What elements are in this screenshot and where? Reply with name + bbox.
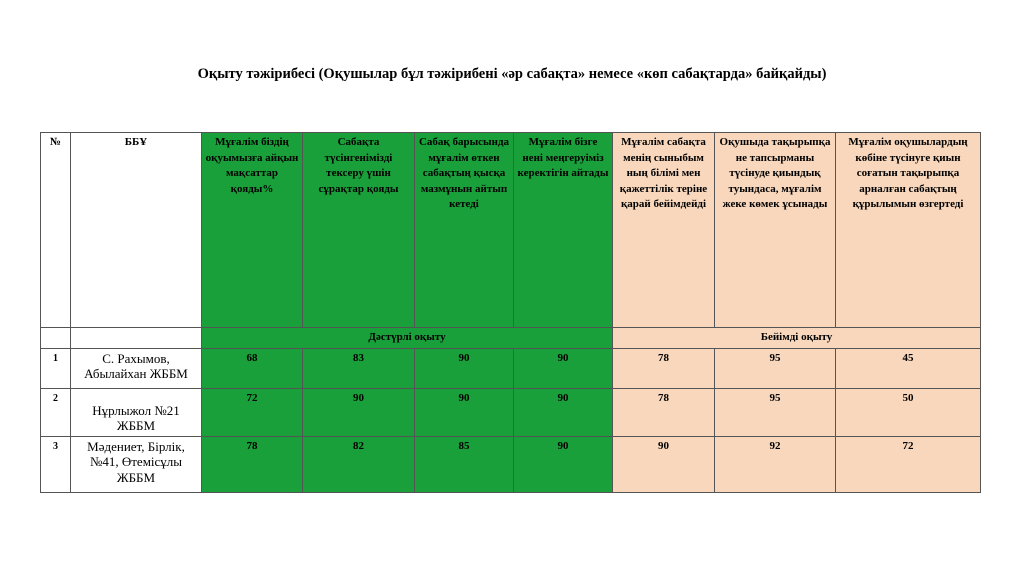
header-num: №	[41, 133, 71, 328]
header-col-3: Сабақ барысында мұғалім өткен сабақтың қысқа мазмұнын айтып кетеді	[415, 133, 514, 328]
group-empty-num	[41, 328, 71, 349]
value-cell: 50	[836, 388, 981, 436]
value-cell: 90	[415, 388, 514, 436]
page-title: Оқыту тәжірибесі (Оқушылар бұл тәжірибені «әр сабақта» немесе «көп сабақтарда» байқайды)	[197, 66, 827, 82]
school-name: С. Рахымов, Абылайхан ЖББМ	[71, 348, 202, 388]
group-traditional: Дәстүрлі оқыту	[202, 328, 613, 349]
value-cell: 78	[613, 388, 715, 436]
value-cell: 83	[303, 348, 415, 388]
value-cell: 92	[715, 436, 836, 492]
value-cell: 85	[415, 436, 514, 492]
value-cell: 90	[514, 436, 613, 492]
header-row	[41, 133, 981, 328]
value-cell: 90	[303, 388, 415, 436]
value-cell: 72	[202, 388, 303, 436]
header-col-1: Мұғалім біздің оқуымызға айқын мақсаттар қояды%	[202, 133, 303, 328]
group-row	[41, 328, 981, 349]
value-cell: 68	[202, 348, 303, 388]
school-name: Нұрлыжол №21 ЖББМ	[71, 388, 202, 436]
row-number: 2	[41, 388, 71, 436]
value-cell: 72	[836, 436, 981, 492]
value-cell: 78	[202, 436, 303, 492]
value-cell: 90	[514, 348, 613, 388]
value-cell: 90	[514, 388, 613, 436]
group-adaptive: Бейімді оқыту	[613, 328, 981, 349]
school-name: Мәдениет, Бірлік, №41, Өтемісұлы ЖББМ	[71, 436, 202, 492]
header-col-2: Сабақта түсінгенімізді тексеру үшін сұрақтар қояды	[303, 133, 415, 328]
header-col-5: Мұғалім сабақта менің сыныбым ның білімі мен қажеттілік теріне қарай бейімдейді	[613, 133, 715, 328]
value-cell: 90	[415, 348, 514, 388]
table-row	[41, 348, 981, 388]
header-col-6: Оқушыда тақырыпқа не тапсырманы түсінуде қиындық туындаса, мұғалім жеке көмек ұсынады	[715, 133, 836, 328]
header-school: ББҰ	[71, 133, 202, 328]
value-cell: 82	[303, 436, 415, 492]
row-number: 3	[41, 436, 71, 492]
row-number: 1	[41, 348, 71, 388]
value-cell: 95	[715, 348, 836, 388]
group-empty-school	[71, 328, 202, 349]
results-table	[40, 132, 981, 493]
value-cell: 90	[613, 436, 715, 492]
header-col-4: Мұғалім бізге нені меңгеруіміз керектігін айтады	[514, 133, 613, 328]
value-cell: 78	[613, 348, 715, 388]
header-col-7: Мұғалім оқушылардың көбіне түсінуге қиын соғатын тақырыпқа арналған сабақтың құрылымын өзгертеді	[836, 133, 981, 328]
table-row	[41, 436, 981, 492]
value-cell: 45	[836, 348, 981, 388]
table-row	[41, 388, 981, 436]
value-cell: 95	[715, 388, 836, 436]
